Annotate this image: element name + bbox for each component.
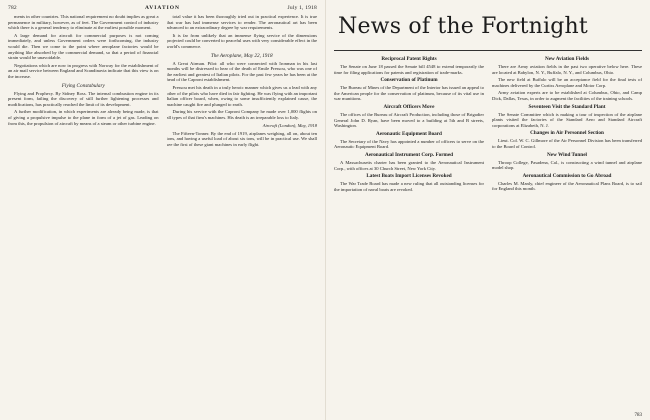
right-page — [326, 0, 650, 420]
news-paragraph: The Senate on June 18 passed the Senate bill 4548 to extend temporarily the time for filing applications for patents and registration of trade-marks. — [334, 64, 484, 75]
paragraph: It is far from unlikely that an immense flying service of the dimensions projected could be converted to peaceful uses with very considerable effect in the world's commerce. — [166, 32, 317, 49]
news-paragraph: Charles M. Manly, chief engineer of the Aeronautical Plans Board, is to sail for England this month. — [492, 180, 642, 192]
news-heading: Aircraft Officers Move — [383, 103, 435, 110]
news-paragraph: The Senate Committee which is making a tour of inspection of the airplane plants visited the factories of the Standard Aero and Standard Aircraft corporations at Elizabeth, N. J. — [492, 111, 642, 128]
news-paragraph: Army aviation experts are to be established at Columbus, Ohio, and Camp Dick, Dallas, Texas, in order to augment the facilities of the training schools. — [492, 90, 642, 101]
left-columns — [8, 14, 317, 410]
news-heading: Latest Boats Import Licenses Revoked — [366, 173, 452, 180]
right-column-2 — [492, 54, 642, 410]
paragraph: Pressou met his death in a truly heroic manner which gives us a lead with any other of the pilots who have died in fair fighting. He was flying with an important Italian officer board, when, owing to some insufficiently explained cause, the machine caught fire and plunged to earth. — [166, 84, 317, 107]
news-heading: New Aviation Fields — [545, 56, 589, 62]
news-heading: Seventeen Visit the Standard Plant — [528, 103, 606, 110]
paragraph: A Great Airman. Pilot: all who were connected with Ironman in his last months will be distressed to hear of the death of Emile Pressou, who was one of the earliest and greatest of Italian pilots. For the past few years he has been at the head of the Caproni establishment. — [166, 60, 317, 83]
news-heading: Aeronautical Commission to Go Abroad — [522, 172, 612, 179]
right-columns — [334, 54, 642, 410]
news-paragraph: The new field at Buffalo will be an acceptance field for the final tests of machines delivered by the Curtiss Aeroplane and Motor Corp. — [492, 77, 642, 88]
news-paragraph: The Secretary of the Navy has appointed a number of officers to serve on the Aeronautic Equipment Board. — [334, 138, 484, 150]
left-column-2 — [167, 14, 318, 410]
paragraph: ments in other countries. This national requirement no doubt implies as great a permanence in military, however, as of feet. The Government control of industry which there is a general tendency to eliminate at the earliest possible moment. — [8, 14, 159, 31]
news-paragraph: The Bureau of Mines of the Department of the Interior has issued an appeal to the American people for the conservation of platinum, because of its vital use in war munitions. — [334, 85, 484, 102]
news-paragraph: Lieut. Col. W. C. Gillmore of the Air Personnel Division has been transferred to the Board of Control. — [492, 138, 642, 149]
news-paragraph: There are Army aviation fields in the past two operative below here. These are located at Babylon, N. Y., Buffalo, N. Y., and Columbus, Ohio. — [492, 64, 642, 75]
paragraph: A further modification, in which experiments are already being made, is that of giving a propulsive impulse to the plane in form of a jet of gas. Leading on from this, the propulsion of aircraft by means of a steam or other turbine engine. — [8, 109, 159, 126]
right-page-number: 783 — [634, 413, 642, 418]
section-heading: The Aeroplane, May 22, 1918 — [210, 52, 273, 59]
right-column-1 — [334, 54, 484, 410]
paragraph: During his service with the Caproni Company he made over 1,000 flights on all types of that firm's machines. His death is an irreparable loss to Italy. — [166, 109, 317, 120]
news-paragraph: Throop College, Pasadena, Cal., is constructing a wind tunnel and airplane model shop. — [492, 159, 642, 171]
title-rule — [334, 50, 642, 51]
paragraph: The Fifteen-Tonner. By the end of 1919, airplanes weighing, all on, about ten tons, and having a useful load of about six tons, will be in practical use. We shall see the first of these giant machines in early flight. — [166, 130, 317, 147]
source-dateline: Aircraft (London), May, 1918 — [262, 122, 317, 128]
left-column-1 — [8, 14, 159, 410]
news-paragraph: A Massachusetts charter has been granted to the Aeronautical Instrument Corp., with offices at 30 Church Street, New York City. — [334, 159, 484, 171]
news-paragraph: The War Trade Board has made a new ruling that all outstanding licenses for the importation of naval boats are revoked. — [334, 181, 484, 192]
magazine-name: AVIATION — [145, 5, 180, 11]
section-heading: Flying Constabulary — [61, 82, 105, 89]
issue-date: July 1, 1918 — [287, 5, 317, 11]
paragraph: Negotiations which are now in progress with Norway for the establishment of an air mail service between England and Scandinavia indicate that this view is on the increase. — [8, 62, 159, 79]
paragraph: Flying and Prophecy. By Sidney Ross. The internal combustion engine in its present form, failing the discovery of still further lightening processes and modifications, has practically reached the limit of its development. — [8, 90, 159, 107]
page-title: News of the Fortnight — [338, 14, 588, 39]
news-heading: Aeronautic Equipment Board — [376, 130, 442, 137]
paragraph: total value it has been thoroughly tried out in practical experience. It is true that war has had immense services to render. The aeronautical art has been advanced to an extraordinary degree by war requirements. — [166, 14, 317, 31]
news-heading: New Wind Tunnel — [547, 151, 587, 158]
left-page-number: 782 — [8, 5, 17, 11]
news-heading: Aeronautical Instrument Corp. Formed — [364, 151, 454, 158]
news-paragraph: The offices of the Bureau of Aircraft Production, including those of Brigadier General John D. Ryan, have been moved to a building at 5th and B streets, Washington. — [334, 111, 484, 129]
paragraph: A large demand for aircraft for commercial purposes is not coming immediately, and unless Government orders were forthcoming, the industry would die. Then we come to the point where aeroplane factories would be anything like absorbed by the commercial demand, so that a period of financial strain would be unavoidable. — [8, 32, 159, 61]
news-heading: Changes in Air Personnel Section — [530, 130, 604, 137]
news-heading: Reciprocal Patent Rights — [381, 56, 437, 62]
news-heading: Conservation of Platinum — [380, 77, 438, 84]
